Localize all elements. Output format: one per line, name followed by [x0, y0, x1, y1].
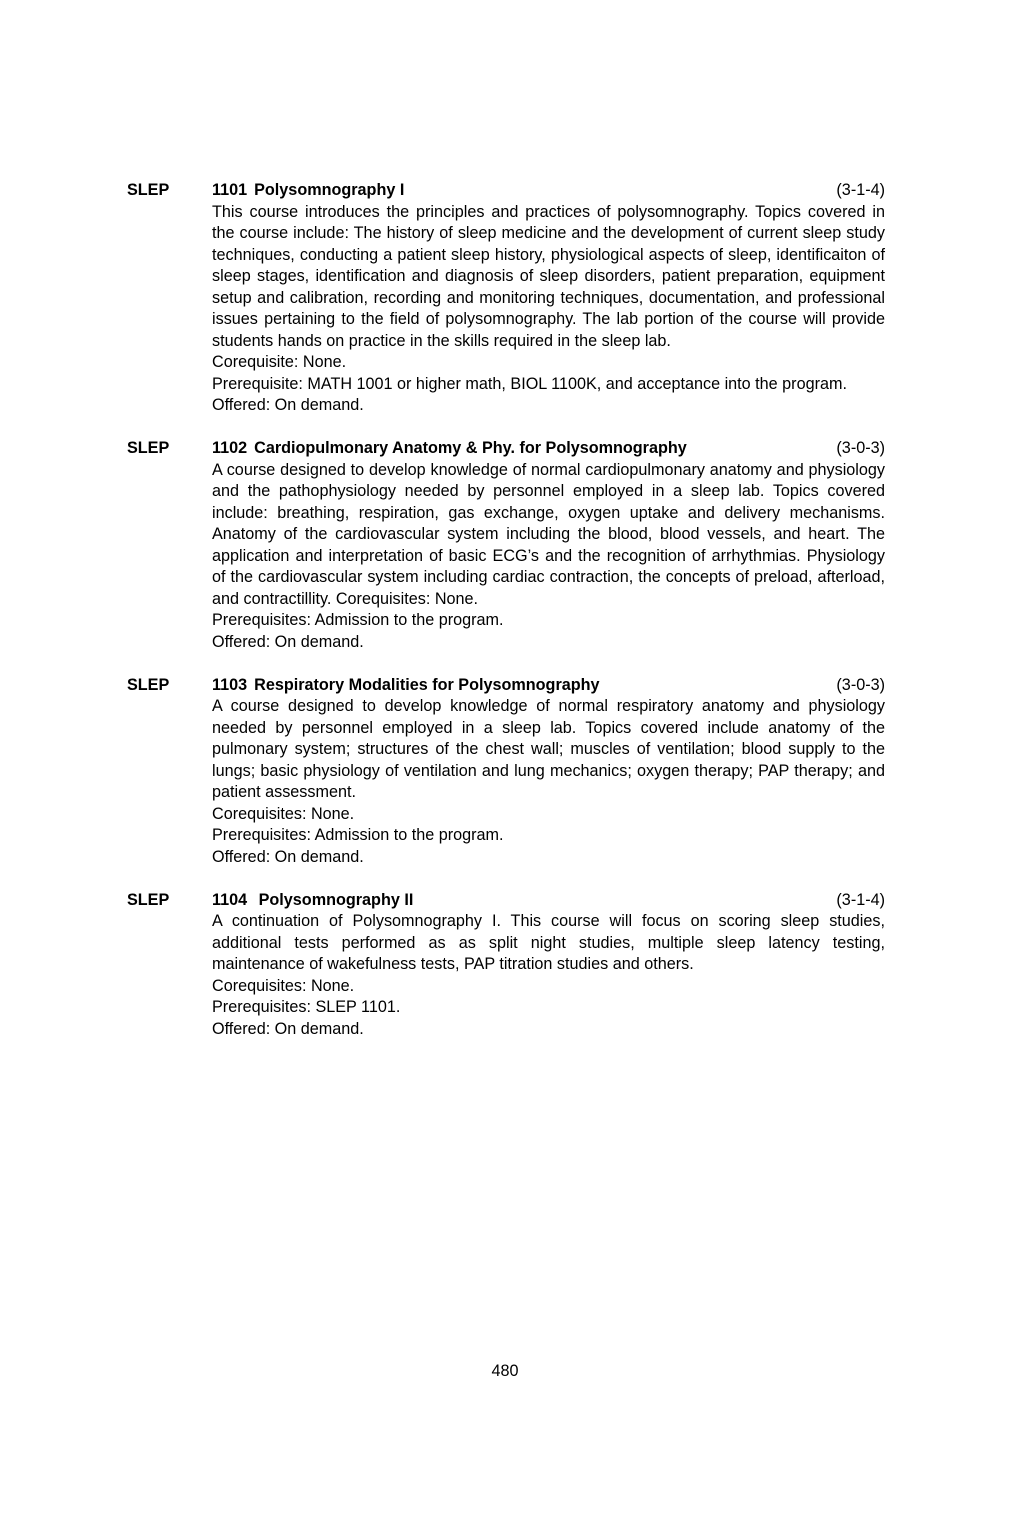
course-offered: Offered: On demand.	[212, 1019, 364, 1038]
course-prerequisite: Prerequisites: Admission to the program.	[212, 826, 504, 844]
course-name: Polysomnography II	[254, 890, 414, 909]
course-description: A course designed to develop knowledge of normal respiratory anatomy and physiology needed by personnel employed in a sleep lab. Topics covered include anatomy of the pulmonary system; structures of the chest wall; muscles of ventilation; blood supply to the lungs; basic physiology of ventilation and lung mechanics; oxygen therapy; PAP therapy; and patient assessment.	[212, 697, 885, 801]
course-header	[212, 180, 885, 202]
course-prerequisite: Prerequisites: Admission to the program.	[212, 611, 504, 629]
course-dept: SLEP	[127, 890, 170, 909]
page-number: 480	[491, 1362, 519, 1380]
course-body	[212, 180, 885, 417]
course-dept: SLEP	[127, 181, 170, 199]
course-dept: SLEP	[127, 439, 170, 457]
course-description: This course introduces the principles and practices of polysomnography. Topics covered in the course include: The history of sleep medicine and the development of current sleep study techniques, conducting a patient sleep history, physiological aspects of sleep, identificaiton of sleep stages, identification and diagnosis of sleep disorders, patient preparation, equipment setup and calibration, recording and monitoring techniques, documentation, and professional issues pertaining to the field of polysomnography. The lab portion of the course will provide students hands on practice in the skills required in the sleep lab.	[212, 202, 885, 350]
course-body	[212, 675, 885, 869]
course-entry-1102	[127, 438, 887, 653]
course-corequisite: Corequisites: None.	[212, 804, 355, 823]
course-offered: Offered: On demand.	[212, 396, 364, 414]
course-entry-1104	[127, 890, 887, 1041]
course-offered: Offered: On demand.	[212, 632, 364, 651]
course-title	[212, 180, 404, 202]
course-header	[212, 675, 885, 697]
course-corequisite: Corequisite: None.	[212, 353, 347, 371]
course-body	[212, 438, 885, 653]
course-entry-1103	[127, 675, 887, 869]
course-credits: (3-1-4)	[836, 181, 885, 199]
course-entry-1101	[127, 180, 887, 417]
course-body	[212, 890, 885, 1041]
course-number: 1104	[212, 890, 248, 909]
course-credits: (3-1-4)	[836, 890, 885, 909]
course-offered: Offered: On demand.	[212, 847, 364, 866]
course-prerequisite: Prerequisite: MATH 1001 or higher math, BIOL 1100K, and acceptance into the program.	[212, 374, 847, 393]
course-credits: (3-0-3)	[836, 675, 885, 694]
course-list	[127, 180, 887, 1062]
course-description: A course designed to develop knowledge of normal cardiopulmonary anatomy and physiology and the pathophysiology needed by personnel employed in a sleep lab. Topics covered include: breathing, respiration, gas exchange, oxygen uptake and delivery mechanisms. Anatomy of the cardiovascular system including the blood, blood vessels, and heart. The application and interpretation of basic ECG’s and the recognition of arrhythmias. Physiology of the cardiovascular system including cardiac contraction, the concepts of preload, afterload, and contractillity. Corequisites: None.	[212, 460, 885, 608]
course-prerequisite: Prerequisites: SLEP 1101.	[212, 998, 401, 1016]
course-dept: SLEP	[127, 675, 170, 694]
course-header	[212, 438, 885, 460]
course-description: A continuation of Polysomnography I. This course will focus on scoring sleep studies, additional tests performed as as split night studies, multiple sleep latency testing, maintenance of wakefulness tests, PAP titration studies and others.	[212, 912, 885, 973]
course-credits: (3-0-3)	[836, 439, 885, 457]
course-header	[212, 890, 885, 912]
course-title	[212, 438, 687, 460]
course-name: Respiratory Modalities for Polysomnography	[254, 675, 600, 694]
course-name: Cardiopulmonary Anatomy & Phy. for Polysomnography	[254, 439, 687, 457]
course-title	[212, 675, 600, 697]
course-corequisite: Corequisites: None.	[212, 976, 355, 995]
course-number: 1101	[212, 181, 248, 199]
course-number: 1102	[212, 439, 248, 457]
course-name: Polysomnography I	[254, 181, 405, 199]
course-number: 1103	[212, 675, 248, 694]
course-title	[212, 890, 413, 912]
